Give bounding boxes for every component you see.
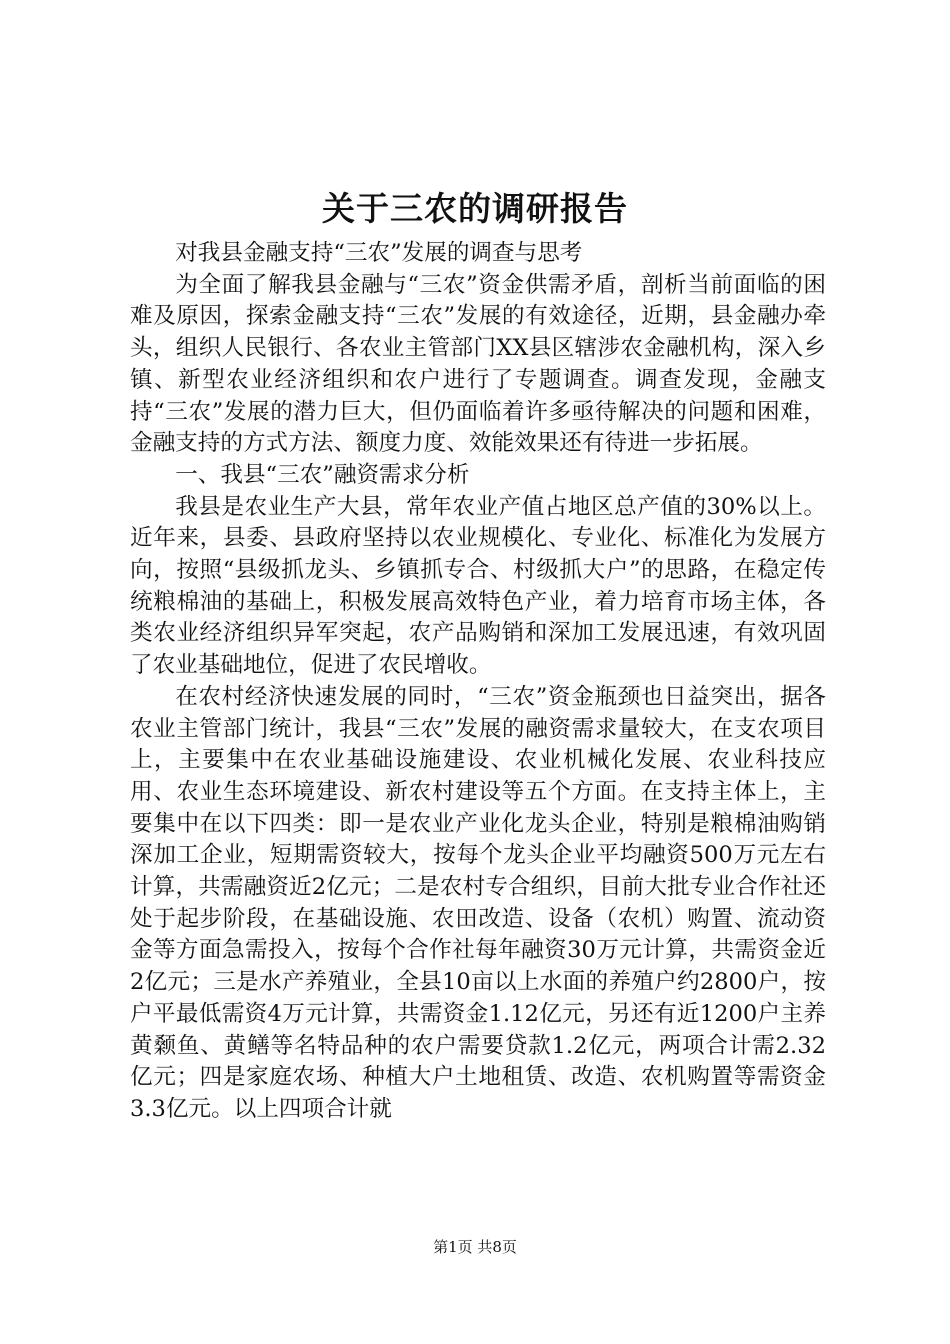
subtitle-paragraph: 对我县金融支持“三农”发展的调查与思考 (175, 240, 583, 266)
section-heading: 一、我县“三农”融资需求分析 (175, 461, 470, 488)
document-body (130, 238, 826, 1126)
document-title: 关于三农的调研报告 (322, 189, 628, 228)
body-paragraph: 在农村经济快速发展的同时，“三农”资金瓶颈也日益突出，据各农业主管部门统计，我县“三农”发展的融资需求量较大，在支农项目上，主要集中在农业基础设施建设、农业机械化发展、农业科技应用、农业生态环境建设、新农村建设等五个方面。在支持主体上，主要集中在以下四类：即一是农业产业化龙头企业，特别是粮棉油购销深加工企业，短期需资较大，按每个龙头企业平均融资500万元左右计算，共需融资近2亿元；二是农村专合组织，目前大批专业合作社还处于起步阶段，在基础设施、农田改造、设备（农机）购置、流动资金等方面急需投入，按每个合作社每年融资30万元计算，共需资金近2亿元；三是水产养殖业，全县10亩以上水面的养殖户约2800户，按户平最低需资4万元计算，共需资金1.12亿元，另还有近1200户主养黄颡鱼、黄鳝等名特品种的农户需要贷款1.2亿元，两项合计需2.32亿元；四是家庭农场、种植大户土地租赁、改造、农机购置等需资金3.3亿元。以上四项合计就 (130, 683, 826, 1122)
page-footer: 第1页 共8页 (433, 1238, 517, 1256)
intro-paragraph: 为全面了解我县金融与“三农”资金供需矛盾，剖析当前面临的困难及原因，探索金融支持“三农”发展的有效途径，近期，县金融办牵头，组织人民银行、各农业主管部门XX县区辖涉农金融机构，深入乡镇、新型农业经济组织和农户进行了专题调查。调查发现，金融支持“三农”发展的潜力巨大，但仍面临着许多亟待解决的问题和困难，金融支持的方式方法、额度力度、效能效果还有待进一步拓展。 (130, 271, 826, 457)
body-paragraph: 我县是农业生产大县，常年农业产值占地区总产值的30%以上。近年来，县委、县政府坚持以农业规模化、专业化、标准化为发展方向，按照“县级抓龙头、乡镇抓专合、村级抓大户”的思路，在稳定传统粮棉油的基础上，积极发展高效特色产业，着力培育市场主体，各类农业经济组织异军突起，农产品购销和深加工发展迅速，有效巩固了农业基础地位，促进了农民增收。 (130, 493, 826, 679)
